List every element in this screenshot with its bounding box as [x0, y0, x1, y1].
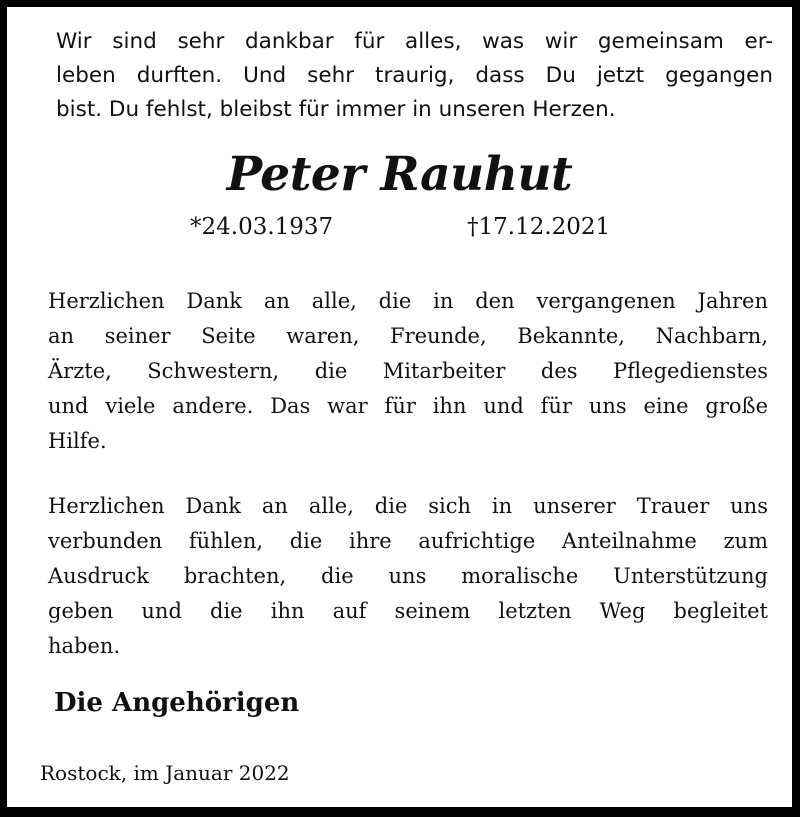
paragraph-line: Herzlichen Dank an alle, die in den vergangenen Jahren	[48, 289, 768, 313]
deceased-name: Peter Rauhut	[226, 147, 573, 202]
paragraph-line: an seiner Seite waren, Freunde, Bekannte, Nachbarn,	[48, 324, 768, 348]
paragraph-line: geben und die ihn auf seinem letzten Weg begleitet	[48, 599, 768, 623]
intro-text	[56, 25, 773, 127]
paragraph-line: Ärzte, Schwestern, die Mitarbeiter des Pflegedienstes	[48, 359, 768, 383]
thanks-paragraph-1	[48, 284, 768, 459]
death-date: †17.12.2021	[467, 214, 611, 240]
signature: Die Angehörigen	[54, 688, 300, 718]
thanks-paragraph-2	[48, 489, 768, 664]
paragraph-line: verbunden fühlen, die ihre aufrichtige Anteilnahme zum	[48, 529, 768, 553]
intro-line: leben durften. Und sehr traurig, dass Du jetzt gegangen	[56, 63, 773, 88]
paragraph-line: haben.	[48, 634, 121, 658]
intro-line: Wir sind sehr dankbar für alles, was wir gemeinsam er-	[56, 29, 773, 54]
paragraph-line: Hilfe.	[48, 429, 107, 453]
paragraph-line: Ausdruck brachten, die uns moralische Unterstützung	[48, 564, 768, 588]
place-and-date: Rostock, im Januar 2022	[40, 761, 290, 785]
obituary-notice	[7, 7, 792, 807]
paragraph-line: Herzlichen Dank an alle, die sich in unserer Trauer uns	[48, 494, 768, 518]
paragraph-line: und viele andere. Das war für ihn und für uns eine große	[48, 394, 768, 418]
birth-date: *24.03.1937	[190, 214, 334, 240]
intro-line: bist. Du fehlst, bleibst für immer in unseren Herzen.	[56, 97, 616, 122]
